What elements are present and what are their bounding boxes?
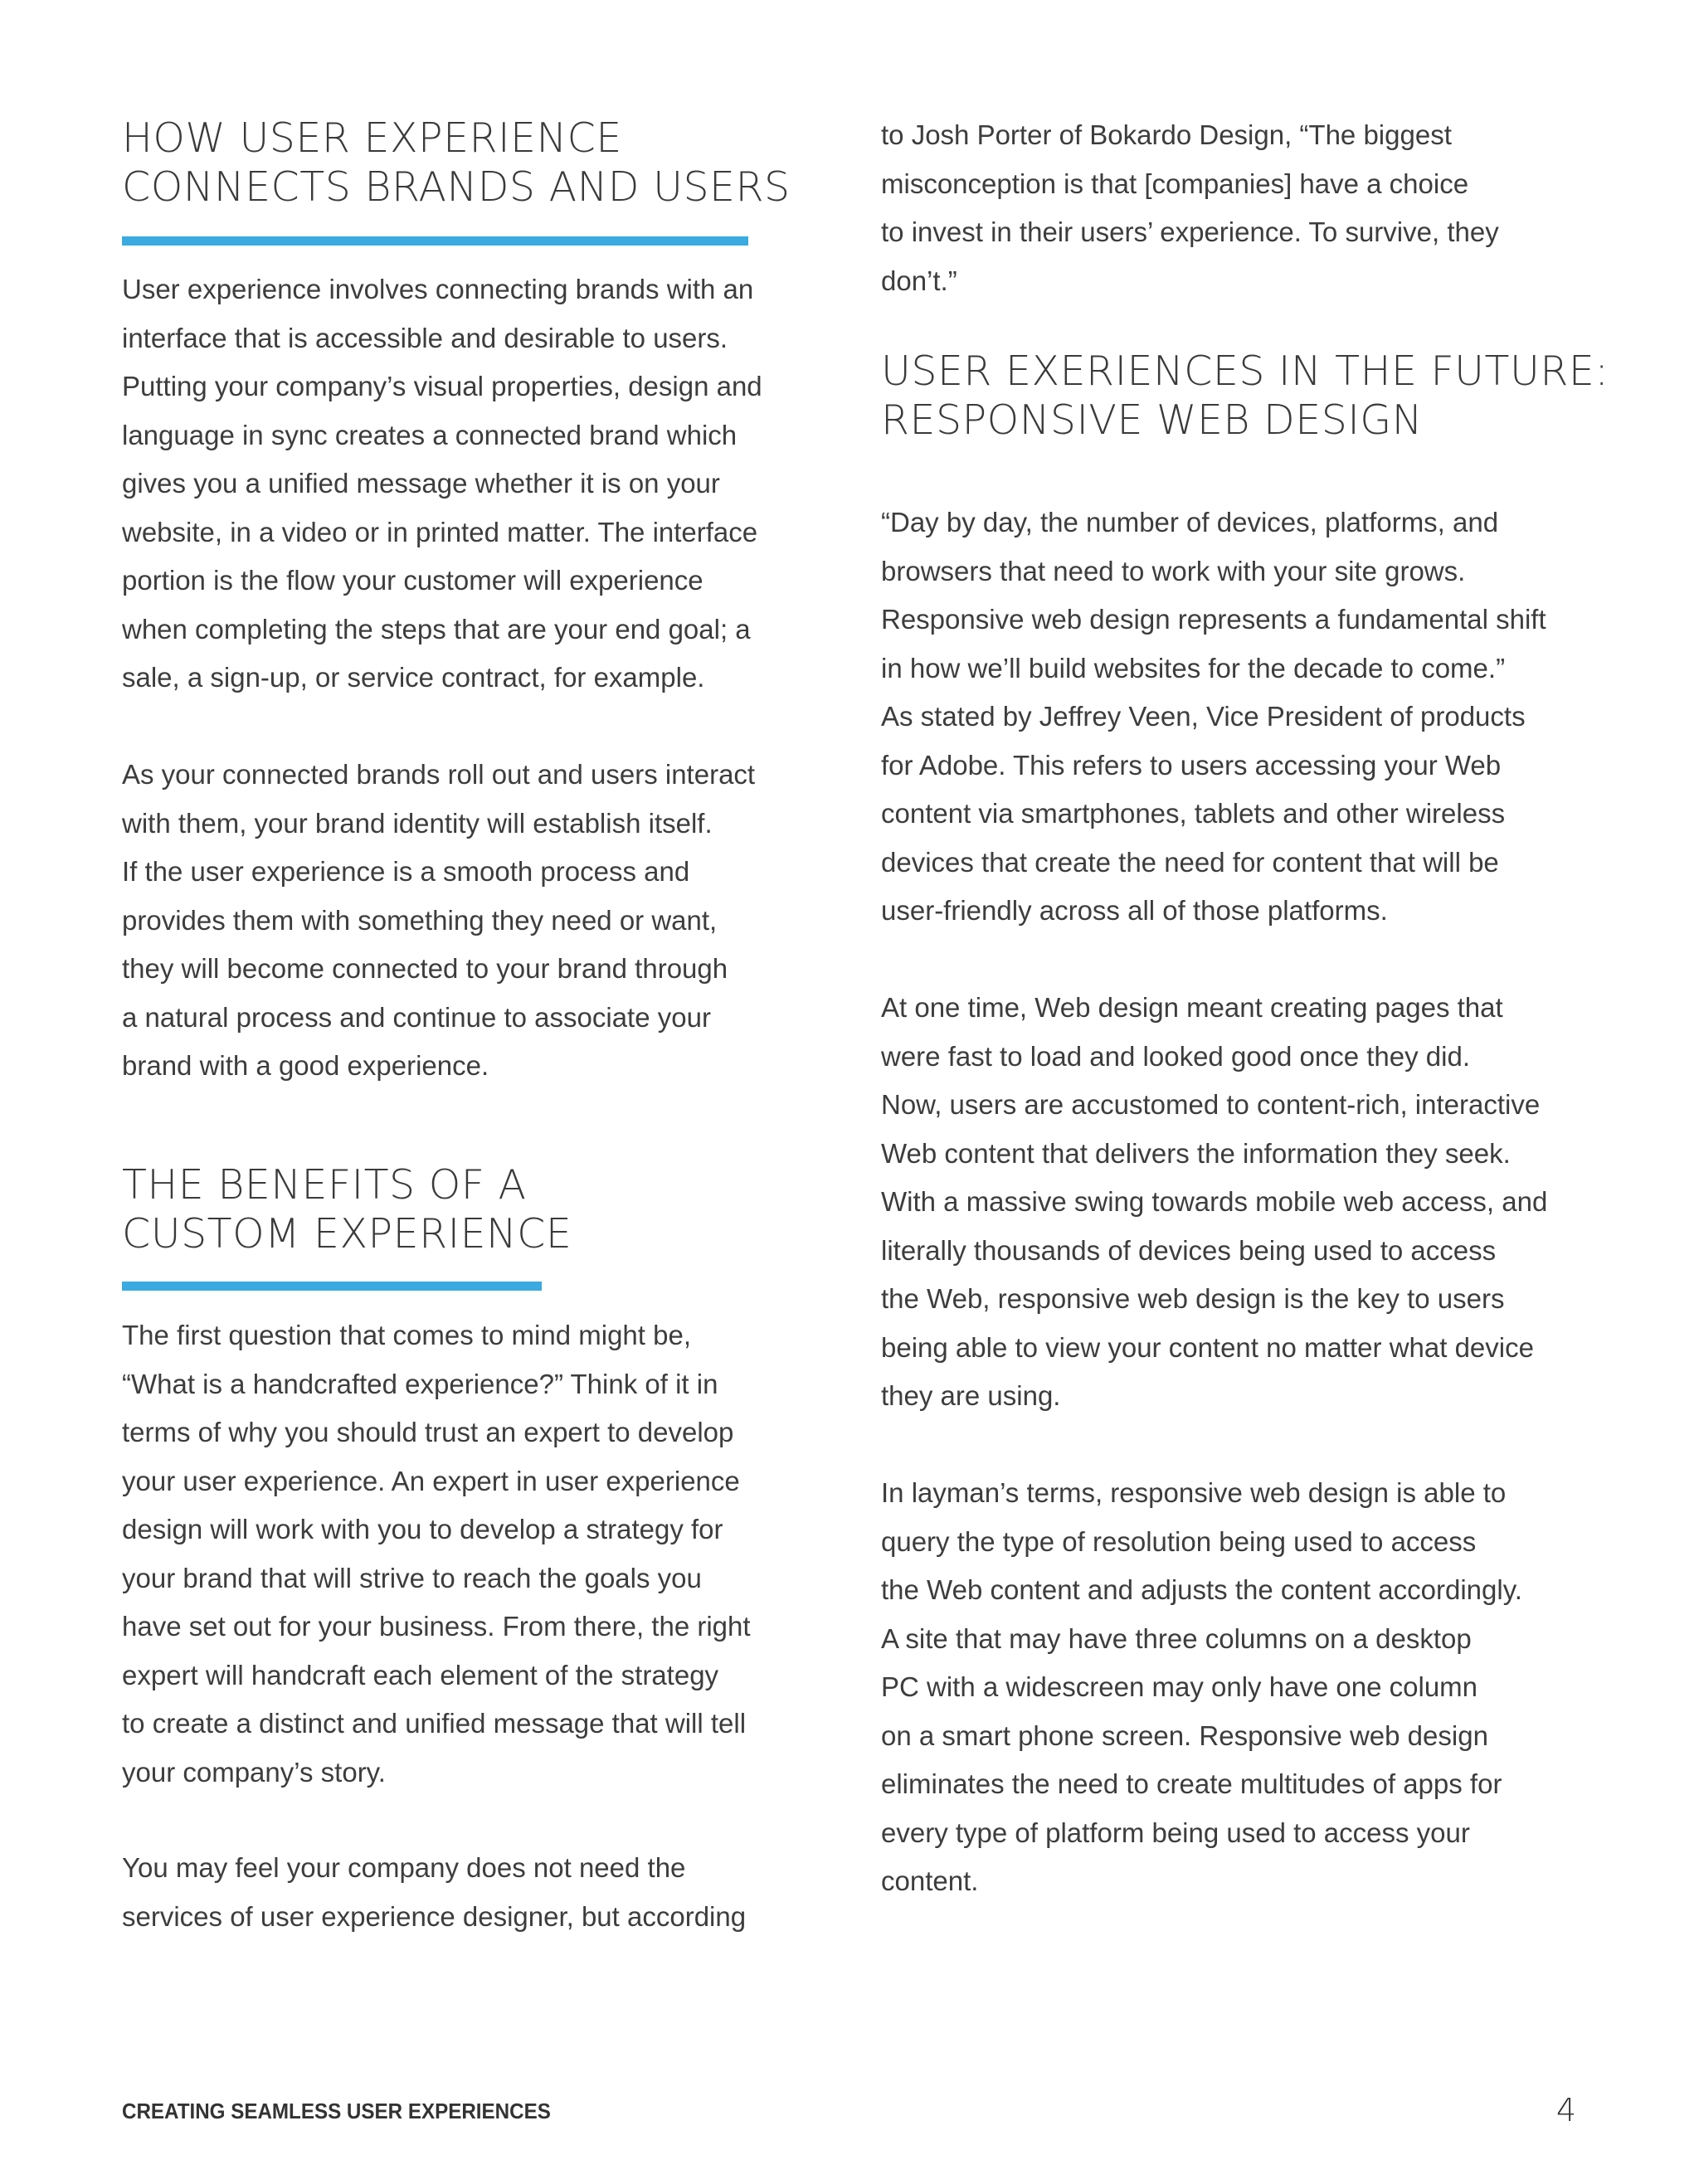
page-number: 4 [1555, 2092, 1576, 2128]
text-line: have set out for your business. From there, the right [122, 1611, 751, 1642]
text-line: the Web content and adjusts the content accordingly. [881, 1574, 1522, 1605]
text-line: language in sync creates a connected brand which [122, 419, 738, 450]
text-line: “What is a handcrafted experience?” Think of it in [122, 1368, 718, 1399]
text-line: misconception is that [companies] have a choice [881, 168, 1469, 199]
paragraph [122, 265, 762, 703]
paragraph [881, 984, 1547, 1421]
text-line: to Josh Porter of Bokardo Design, “The biggest [881, 119, 1452, 150]
text-line: User experience involves connecting brands with an [122, 274, 754, 304]
text-line: provides them with something they need or want, [122, 904, 718, 936]
text-line: devices that create the need for content that will be [881, 846, 1499, 878]
paragraph [122, 1311, 751, 1797]
text-line: Responsive web design represents a fundamental shift [881, 604, 1546, 635]
text-line: The first question that comes to mind might be, [122, 1320, 691, 1350]
text-line: don’t.” [881, 265, 957, 296]
text-line: every type of platform being used to access your [881, 1817, 1470, 1848]
text-line: terms of why you should trust an expert to develop [122, 1417, 734, 1447]
text-line: Putting your company’s visual properties, design and [122, 371, 762, 401]
text-line: query the type of resolution being used to access [881, 1525, 1477, 1557]
text-line: your company’s story. [122, 1756, 386, 1788]
text-line: As stated by Jeffrey Veen, Vice President of products [881, 701, 1526, 732]
text-line: content. [881, 1865, 979, 1896]
text-line: “Day by day, the number of devices, platforms, and [881, 507, 1499, 537]
text-line: in how we’ll build websites for the decade to come.” [881, 652, 1506, 683]
heading-line: USER EXERIENCES IN THE FUTURE: [881, 348, 1609, 395]
text-line: they are using. [881, 1380, 1061, 1411]
text-line: website, in a video or in printed matter. The interface [122, 516, 758, 547]
heading-line: CUSTOM EXPERIENCE [122, 1210, 572, 1257]
text-line: A site that may have three columns on a desktop [881, 1622, 1472, 1654]
text-line: for Adobe. This refers to users accessing your Web [881, 749, 1502, 781]
text-line: when completing the steps that are your end goal; a [122, 613, 751, 644]
heading-line: CONNECTS BRANDS AND USERS [122, 163, 791, 211]
text-line: Now, users are accustomed to content-rich, interactive [881, 1089, 1541, 1120]
text-line: PC with a widescreen may only have one column [881, 1671, 1478, 1702]
text-line: on a smart phone screen. Responsive web design [881, 1719, 1488, 1751]
text-line: were fast to load and looked good once they did. [881, 1040, 1470, 1072]
text-line: With a massive swing towards mobile web access, and [881, 1186, 1548, 1217]
text-line: content via smartphones, tablets and other wireless [881, 798, 1506, 829]
text-line: design will work with you to develop a strategy for [122, 1514, 723, 1544]
text-line: they will become connected to your brand through [122, 953, 728, 984]
heading-underline-rule [122, 236, 748, 246]
text-line: brand with a good experience. [122, 1050, 489, 1081]
text-line: your brand that will strive to reach the goals you [122, 1562, 702, 1593]
paragraph [881, 499, 1546, 936]
paragraph [122, 1844, 746, 1941]
heading-line: THE BENEFITS OF A [122, 1161, 527, 1209]
text-line: being able to view your content no matter what device [881, 1331, 1534, 1363]
text-line: expert will handcraft each element of the strategy [122, 1659, 719, 1690]
text-line: your user experience. An expert in user experience [122, 1465, 740, 1496]
paragraph [881, 1469, 1522, 1906]
text-line: You may feel your company does not need the [122, 1852, 686, 1883]
text-line: portion is the flow your customer will experience [122, 565, 703, 596]
text-line: Web content that delivers the information they seek. [881, 1137, 1511, 1169]
text-line: sale, a sign-up, or service contract, for example. [122, 662, 705, 693]
text-line: with them, your brand identity will establish itself. [122, 807, 713, 839]
text-line: interface that is accessible and desirable to users. [122, 322, 728, 353]
text-line: a natural process and continue to associate your [122, 1001, 711, 1033]
footer-document-title: CREATING SEAMLESS USER EXPERIENCES [122, 2099, 551, 2123]
text-line: browsers that need to work with your site grows. [881, 555, 1466, 586]
text-line: to create a distinct and unified message that will tell [122, 1708, 747, 1739]
text-line: literally thousands of devices being used to access [881, 1234, 1497, 1266]
section-heading-responsive-web-design [881, 347, 1609, 445]
text-line: In layman’s terms, responsive web design is able to [881, 1477, 1507, 1508]
text-line: user-friendly across all of those platforms. [881, 895, 1388, 926]
text-line: eliminates the need to create multitudes of apps for [881, 1768, 1502, 1799]
heading-underline-rule [122, 1282, 542, 1291]
text-line: services of user experience designer, but according [122, 1900, 747, 1932]
heading-line: RESPONSIVE WEB DESIGN [881, 396, 1423, 444]
text-line: If the user experience is a smooth process and [122, 856, 690, 887]
paragraph [122, 751, 755, 1091]
text-line: the Web, responsive web design is the key to users [881, 1283, 1505, 1314]
heading-line: HOW USER EXPERIENCE [122, 114, 622, 162]
paragraph-continuation [881, 111, 1499, 305]
text-line: to invest in their users’ experience. To survive, they [881, 216, 1499, 247]
section-heading-benefits-custom-experience [122, 1160, 572, 1258]
text-line: gives you a unified message whether it is on your [122, 468, 720, 499]
text-line: As your connected brands roll out and users interact [122, 759, 756, 790]
text-line: At one time, Web design meant creating pages that [881, 992, 1503, 1023]
section-heading-how-ux-connects [122, 114, 791, 212]
